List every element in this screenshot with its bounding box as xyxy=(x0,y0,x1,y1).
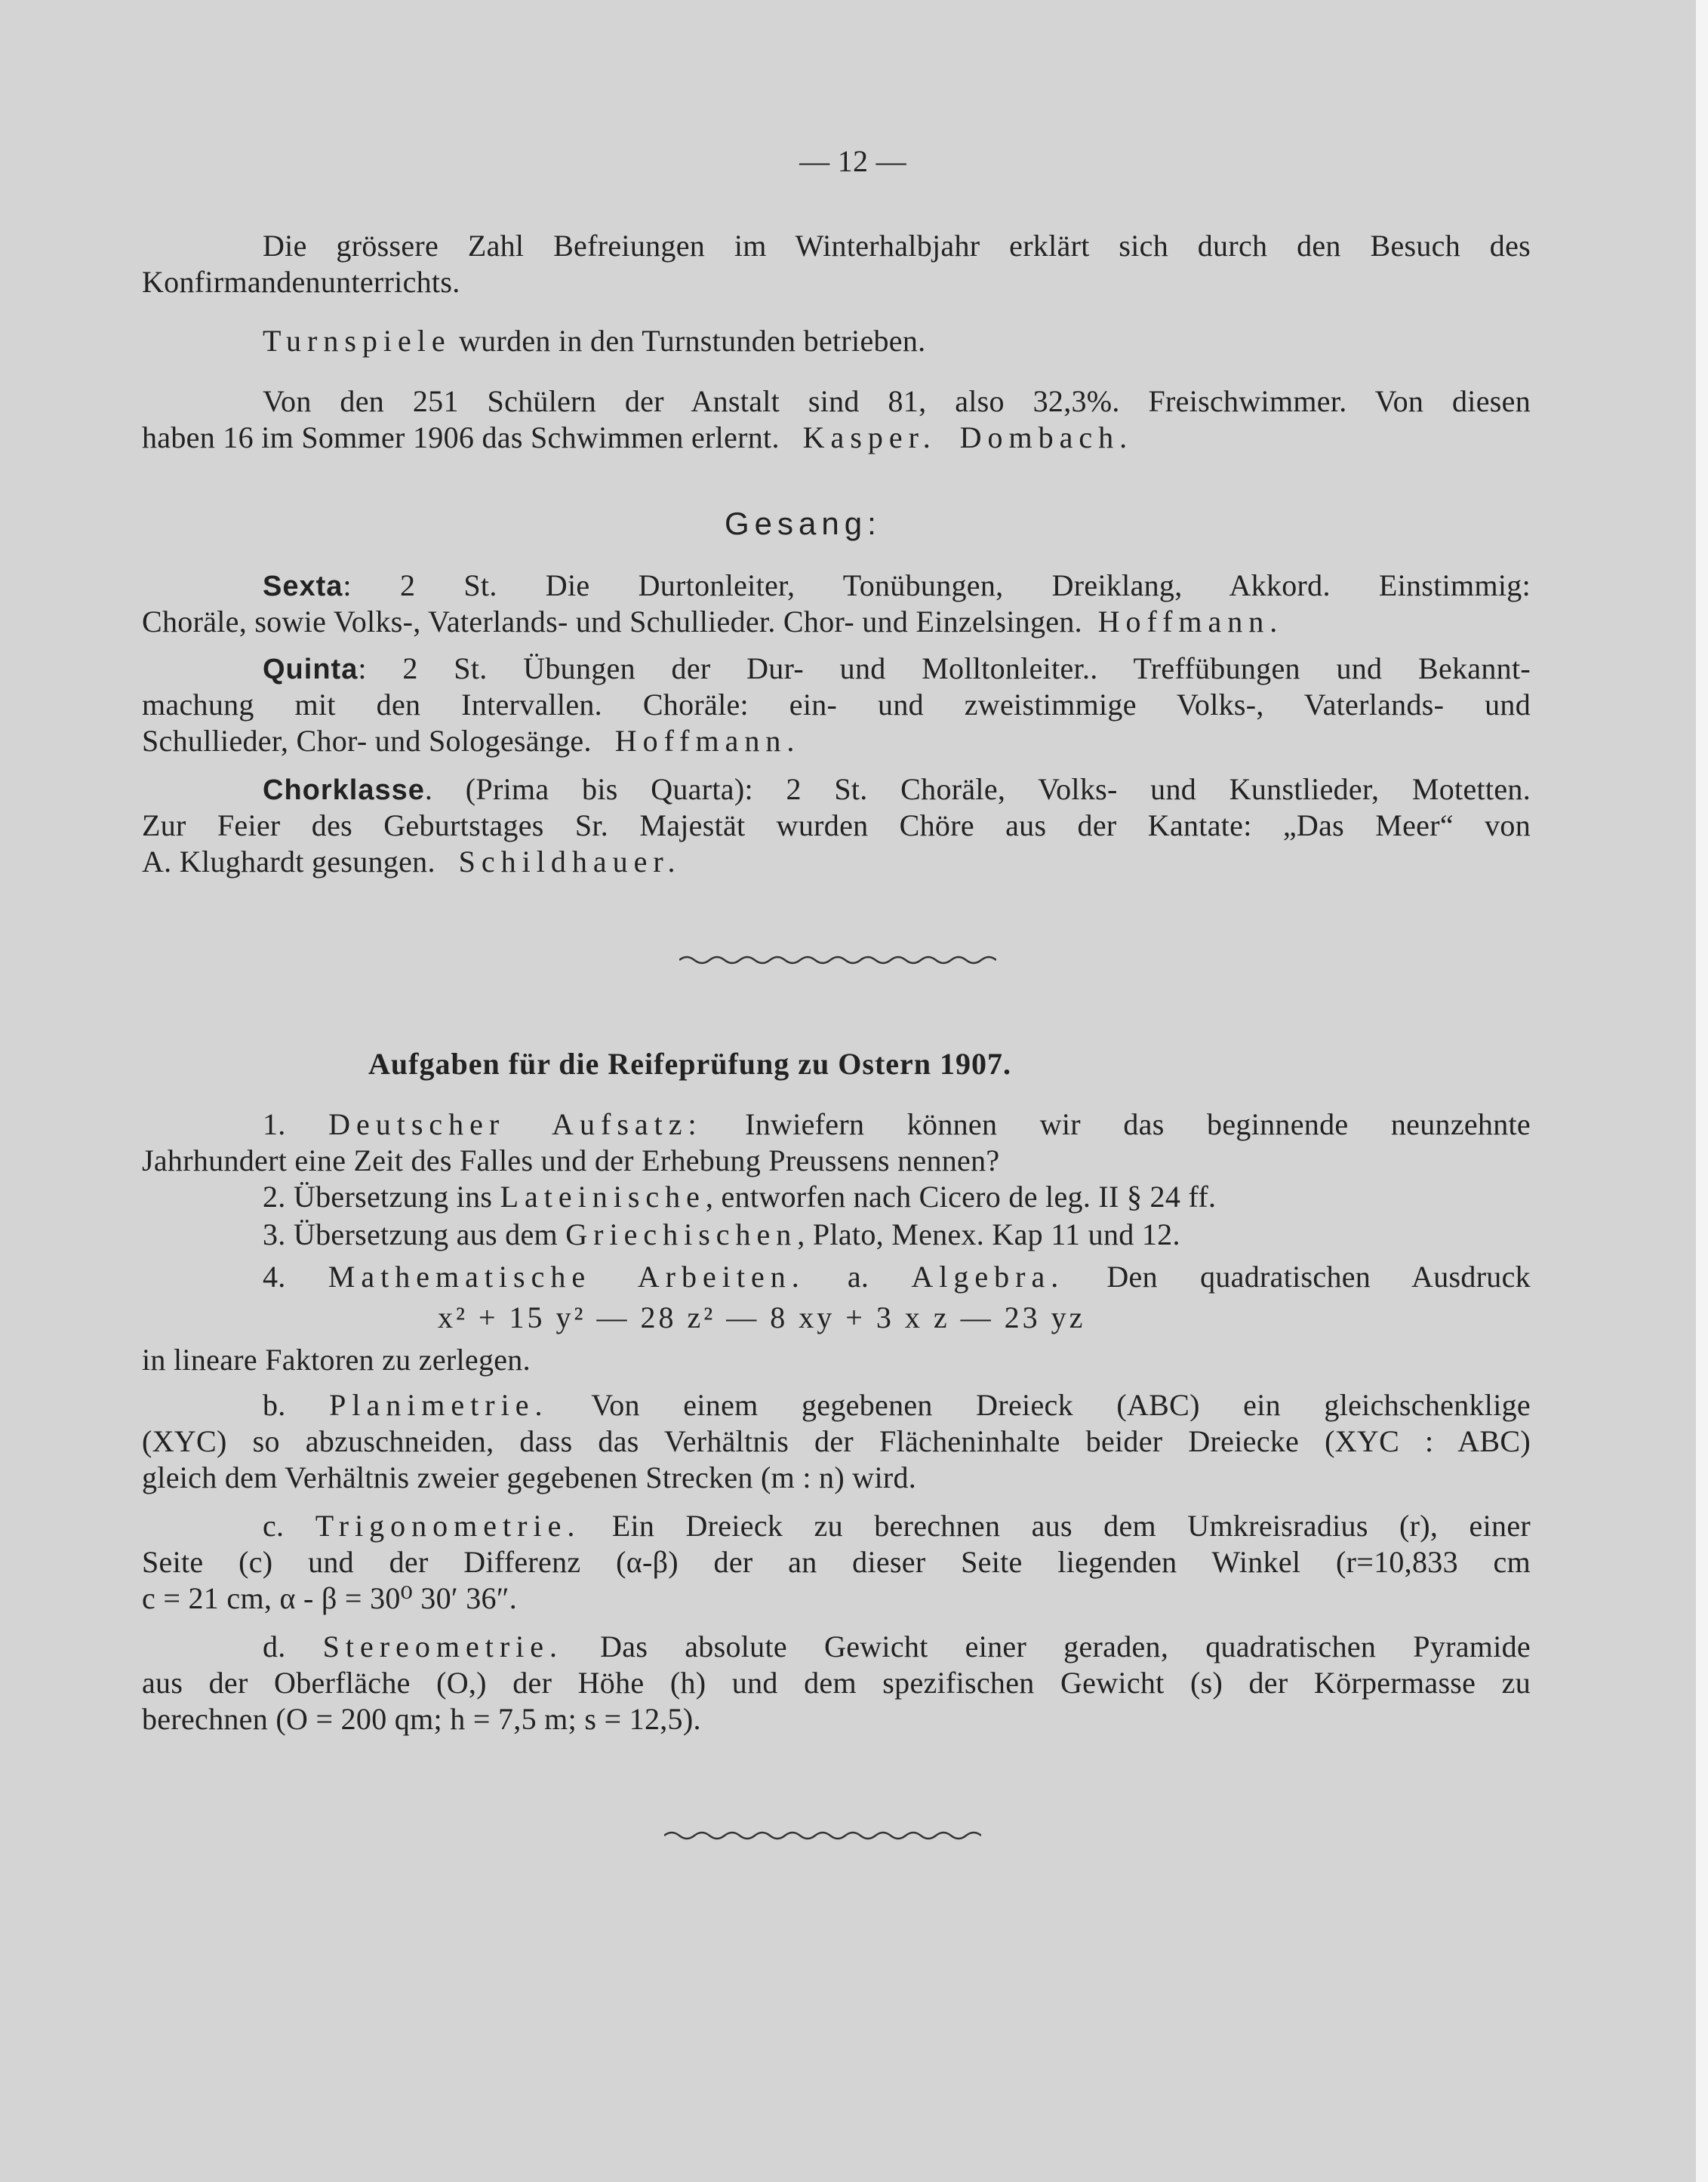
sub-label: d. xyxy=(263,1630,286,1663)
paragraph-line: Zur Feier des Geburtstages Sr. Majestät wurden Chöre aus der Kantate: „Das Meer“ von xyxy=(142,808,1531,842)
paragraph-turnspiele xyxy=(263,323,925,359)
text: Von einem gegebenen Dreieck (ABC) ein gleichschenklige xyxy=(548,1388,1531,1422)
text: haben 16 im Sommer 1906 das Schwimmen erlernt. xyxy=(142,420,780,454)
text: : 2 St. Die Durtonleiter, Tonübungen, Dreiklang, Akkord. Einstimmig: xyxy=(343,568,1531,602)
paragraph-line: gleich dem Verhältnis zweier gegebenen Strecken (m : n) wird. xyxy=(142,1460,917,1494)
paragraph-line xyxy=(263,1629,1531,1665)
text: Ein Dreieck zu berechnen aus dem Umkreisradius (r), einer xyxy=(580,1509,1531,1543)
class-label-chorklasse: Chorklasse xyxy=(263,774,425,806)
teacher-name: Hoffmann. xyxy=(1097,605,1284,639)
teacher-name: Kasper. xyxy=(802,420,937,454)
paragraph-line: Jahrhundert eine Zeit des Falles und der Erhebung Preussens nennen? xyxy=(142,1143,1000,1177)
paragraph-line: Konfirmandenunterrichts. xyxy=(142,265,460,299)
item-number: 4. xyxy=(263,1260,286,1294)
class-label-quinta: Quinta xyxy=(263,654,359,685)
paragraph-line xyxy=(142,723,800,759)
sub-label: a. xyxy=(847,1260,869,1294)
paragraph-line xyxy=(142,420,1133,456)
text: Choräle, sowie Volks-, Vaterlands- und Schullieder. Chor- und Einzelsingen. xyxy=(142,605,1082,639)
paragraph-line: machung mit den Intervallen. Choräle: ein- und zweistimmige Volks-, Vaterlands- und xyxy=(142,688,1531,722)
paragraph-line xyxy=(263,1179,1216,1215)
class-label-sexta: Sexta xyxy=(263,571,343,602)
term-turnspiele: Turnspiele xyxy=(263,324,451,358)
item-number: 1. xyxy=(263,1107,286,1141)
term: Planimetrie. xyxy=(329,1388,549,1422)
term: Lateinische xyxy=(500,1180,706,1214)
term: Trigonometrie. xyxy=(315,1509,581,1543)
paragraph-line xyxy=(263,1106,1531,1143)
text: , entworfen nach Cicero de leg. II § 24 ff. xyxy=(705,1180,1217,1214)
text: A. Klughardt gesungen. xyxy=(142,845,435,879)
text: : 2 St. Übungen der Dur- und Molltonleiter.. Treffübungen und Bekannt- xyxy=(358,651,1531,685)
text: , Plato, Menex. Kap 11 und 12. xyxy=(797,1217,1180,1251)
term: Algebra. xyxy=(911,1260,1065,1294)
text: Inwiefern können wir das beginnende neunzehnte xyxy=(702,1107,1531,1141)
paragraph-line xyxy=(263,1217,1180,1253)
sub-label: b. xyxy=(263,1388,286,1422)
paragraph-line xyxy=(263,771,1531,808)
page-number: — 12 — xyxy=(799,144,906,178)
wavy-divider xyxy=(664,1828,981,1843)
paragraph-line xyxy=(263,1259,1531,1295)
paragraph-line xyxy=(263,1387,1531,1423)
paragraph-line xyxy=(263,1508,1531,1544)
section-heading-gesang: Gesang: xyxy=(725,506,882,541)
text: Übersetzung ins xyxy=(293,1180,493,1214)
paragraph-line: Von den 251 Schülern der Anstalt sind 81, also 32,3%. Freischwimmer. Von diesen xyxy=(263,384,1531,418)
section-title-reifepruefung: Aufgaben für die Reifeprüfung zu Ostern 1907. xyxy=(368,1047,1012,1081)
text: Übersetzung aus dem xyxy=(293,1217,558,1251)
text: . (Prima bis Quarta): 2 St. Choräle, Volks- und Kunstlieder, Motetten. xyxy=(424,772,1531,806)
paragraph-line xyxy=(142,844,682,880)
term: Mathematische Arbeiten. xyxy=(328,1260,805,1294)
text: Den quadratischen Ausdruck xyxy=(1064,1260,1531,1294)
paragraph-line: aus der Oberfläche (O,) der Höhe (h) und dem spezifischen Gewicht (s) der Körpermasse zu xyxy=(142,1666,1531,1700)
paragraph-line xyxy=(263,568,1531,605)
paragraph-line: (XYC) so abzuschneiden, dass das Verhältnis der Flächeninhalte beider Dreiecke (XYC : ABC) xyxy=(142,1424,1531,1458)
teacher-name: Hoffmann. xyxy=(614,724,801,758)
paragraph-line: Seite (c) und der Differenz (α-β) der an dieser Seite liegenden Winkel (r=10,833 cm xyxy=(142,1545,1531,1579)
text: Das absolute Gewicht einer geraden, quadratischen Pyramide xyxy=(563,1630,1531,1663)
paragraph-line: berechnen (O = 200 qm; h = 7,5 m; s = 12,5). xyxy=(142,1702,701,1736)
formula: x² + 15 y² — 28 z² — 8 xy + 3 x z — 23 yz xyxy=(438,1300,1086,1334)
paragraph-line: Die grössere Zahl Befreiungen im Winterhalbjahr erklärt sich durch den Besuch des xyxy=(263,229,1531,263)
item-number: 2. xyxy=(263,1180,286,1214)
text: wurden in den Turnstunden betrieben. xyxy=(451,324,926,358)
term: Stereometrie. xyxy=(322,1630,564,1663)
paragraph-line: c = 21 cm, α - β = 30⁰ 30′ 36″. xyxy=(142,1581,518,1615)
sub-label: c. xyxy=(263,1509,285,1543)
paragraph-line xyxy=(142,604,1283,640)
text: Schullieder, Chor- und Sologesänge. xyxy=(142,724,592,758)
paragraph-line: in lineare Faktoren zu zerlegen. xyxy=(142,1343,531,1377)
teacher-name: Dombach. xyxy=(959,420,1134,454)
term: Griechischen xyxy=(565,1217,798,1251)
wavy-divider xyxy=(679,953,996,968)
paragraph-line xyxy=(263,651,1531,688)
term: Deutscher Aufsatz: xyxy=(328,1107,703,1141)
teacher-name: Schildhauer. xyxy=(458,845,682,879)
item-number: 3. xyxy=(263,1217,286,1251)
